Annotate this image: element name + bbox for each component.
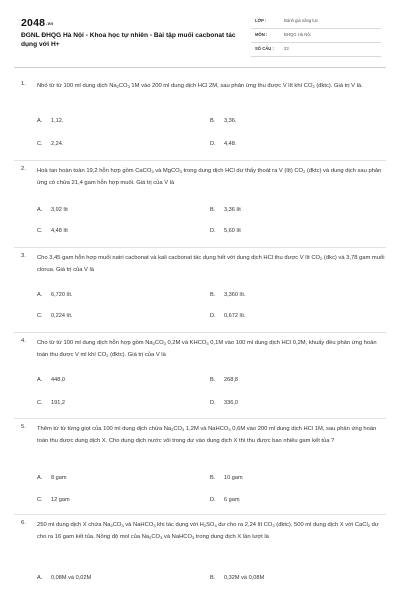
question-number: 2.	[21, 166, 26, 172]
question-text: 250 ml dung dịch X chứa $Na_2CO_3$ và NaHCO$_3$ khi tác dụng với $H_2SO_4$ dư cho ra 2,24 lít $CO_2$ (đktc). 500 ml dung dịch X với CaCl$_2$ dư cho ra 16 gam kết tủa. Nồng độ mol của $Na_2CO_3$ và NaHCO$_3$ trong dung dịch X lần lượt là	[37, 522, 379, 540]
document-title: ĐGNL ĐHQG Hà Nội - Khoa học tự nhiên - Bài tập muối cacbonat tác dụng với H+	[21, 32, 236, 48]
site-logo[interactable]	[21, 17, 53, 29]
meta-value: 33	[284, 46, 289, 51]
option-c[interactable]: C. 2,24.	[37, 141, 64, 147]
question-text: Cho từ từ 100 ml dung dịch hỗn hợp gồm $Na_2CO_3$ 0,2M và $KHCO_3$ 0,1M vào 100 ml dung dịch HCl 0,2M, khuấy đều phản ứng hoàn toàn thu được V ml khí $CO_2$ (đktc). Giá trị của V là	[37, 340, 377, 358]
option-d[interactable]: D. 0,672 lít.	[210, 313, 246, 319]
option-a[interactable]: A. 0,08M và 0,02M	[37, 575, 92, 581]
question-divider	[14, 332, 386, 333]
meta-value: Đánh giá năng lực	[284, 18, 319, 23]
page-header	[0, 0, 400, 62]
question-text: Cho 3,45 gam hỗn hợp muối natri cacbonat và kali cacbonat tác dụng hết với dung dịch HCl thu được V lít $CO_2$ (đkc) và 3,78 gam muối clorua. Giá trị của V là	[37, 255, 385, 273]
header-divider	[14, 67, 386, 68]
question-number: 6.	[21, 520, 26, 526]
logo-main: 2048	[21, 17, 46, 29]
question-number: 4.	[21, 338, 26, 344]
question-number: 1.	[21, 81, 26, 87]
meta-row-count	[251, 43, 381, 57]
option-a[interactable]: A. 3,92 lít	[37, 207, 68, 213]
question-divider	[14, 247, 386, 248]
meta-key: LỚP :	[255, 18, 267, 23]
option-a[interactable]: A. 448,0	[37, 377, 65, 383]
option-d[interactable]: D. 4,48.	[210, 141, 237, 147]
option-a[interactable]: A. 8 gam	[37, 475, 67, 481]
meta-row-subject	[251, 29, 381, 43]
option-a[interactable]: A. 1,12.	[37, 118, 64, 124]
option-d[interactable]: D. 6 gam	[210, 497, 240, 503]
question-text: Hoà tan hoàn toàn 19,2 hỗn hợp gồm CaCO$_3$ và MgCO$_3$ trong dung dịch HCl dư thấy thoát ra V (lít) $CO_2$ (đktc) và dung dịch sau phản ứng có chứa 21,4 gam hỗn hợp muối. Giá trị của V là	[37, 168, 382, 186]
meta-key: SỐ CÂU :	[255, 46, 274, 51]
logo-sub: .vn	[46, 21, 54, 26]
question-number: 3.	[21, 253, 26, 259]
option-b[interactable]: B. 268,8	[210, 377, 238, 383]
option-c[interactable]: C. 0,224 lít.	[37, 313, 73, 319]
meta-value: ĐHQG Hà Nội	[284, 32, 311, 37]
question-divider	[14, 418, 386, 419]
option-b[interactable]: B. 10 gam	[210, 475, 243, 481]
meta-row-class	[251, 15, 381, 29]
option-c[interactable]: C. 12 gam	[37, 497, 70, 503]
question-divider	[14, 160, 386, 161]
option-c[interactable]: C. 4,48 lít	[37, 228, 68, 234]
option-b[interactable]: B. 3,360 lít.	[210, 292, 246, 298]
option-b[interactable]: B. 0,32M và 0,08M	[210, 575, 265, 581]
question-number: 5.	[21, 424, 26, 430]
option-a[interactable]: A. 6,720 lít.	[37, 292, 73, 298]
option-c[interactable]: C. 191,2	[37, 400, 65, 406]
question-text: Thêm từ từ từng giọt của 100 ml dung dịch chứa $Na_2CO_3$ 1,2M và NaHCO$_3$ 0,6M vào 200 ml dung dịch HCl 1M, sau phản ứng hoàn toàn thu được dung dịch X. Cho dung dịch nước vôi trong dư vào dung dịch X thì thu được bao nhiêu gam kết tủa ?	[37, 426, 377, 444]
question-divider	[14, 514, 386, 515]
question-text: Nhỏ từ từ 100 ml dung dịch $Na_2CO_3$ 1M vào 200 ml dung dịch HCl 2M, sau phản ứng thu được V lít khí $CO_2$ (đktc). Giá trị V là.	[37, 83, 363, 89]
option-b[interactable]: B. 3,36 lít	[210, 207, 241, 213]
option-d[interactable]: D. 5,60 lít	[210, 228, 241, 234]
option-b[interactable]: B. 3,36.	[210, 118, 237, 124]
option-d[interactable]: D. 336,0	[210, 400, 238, 406]
meta-table	[251, 15, 381, 57]
meta-key: MÔN :	[255, 32, 268, 37]
